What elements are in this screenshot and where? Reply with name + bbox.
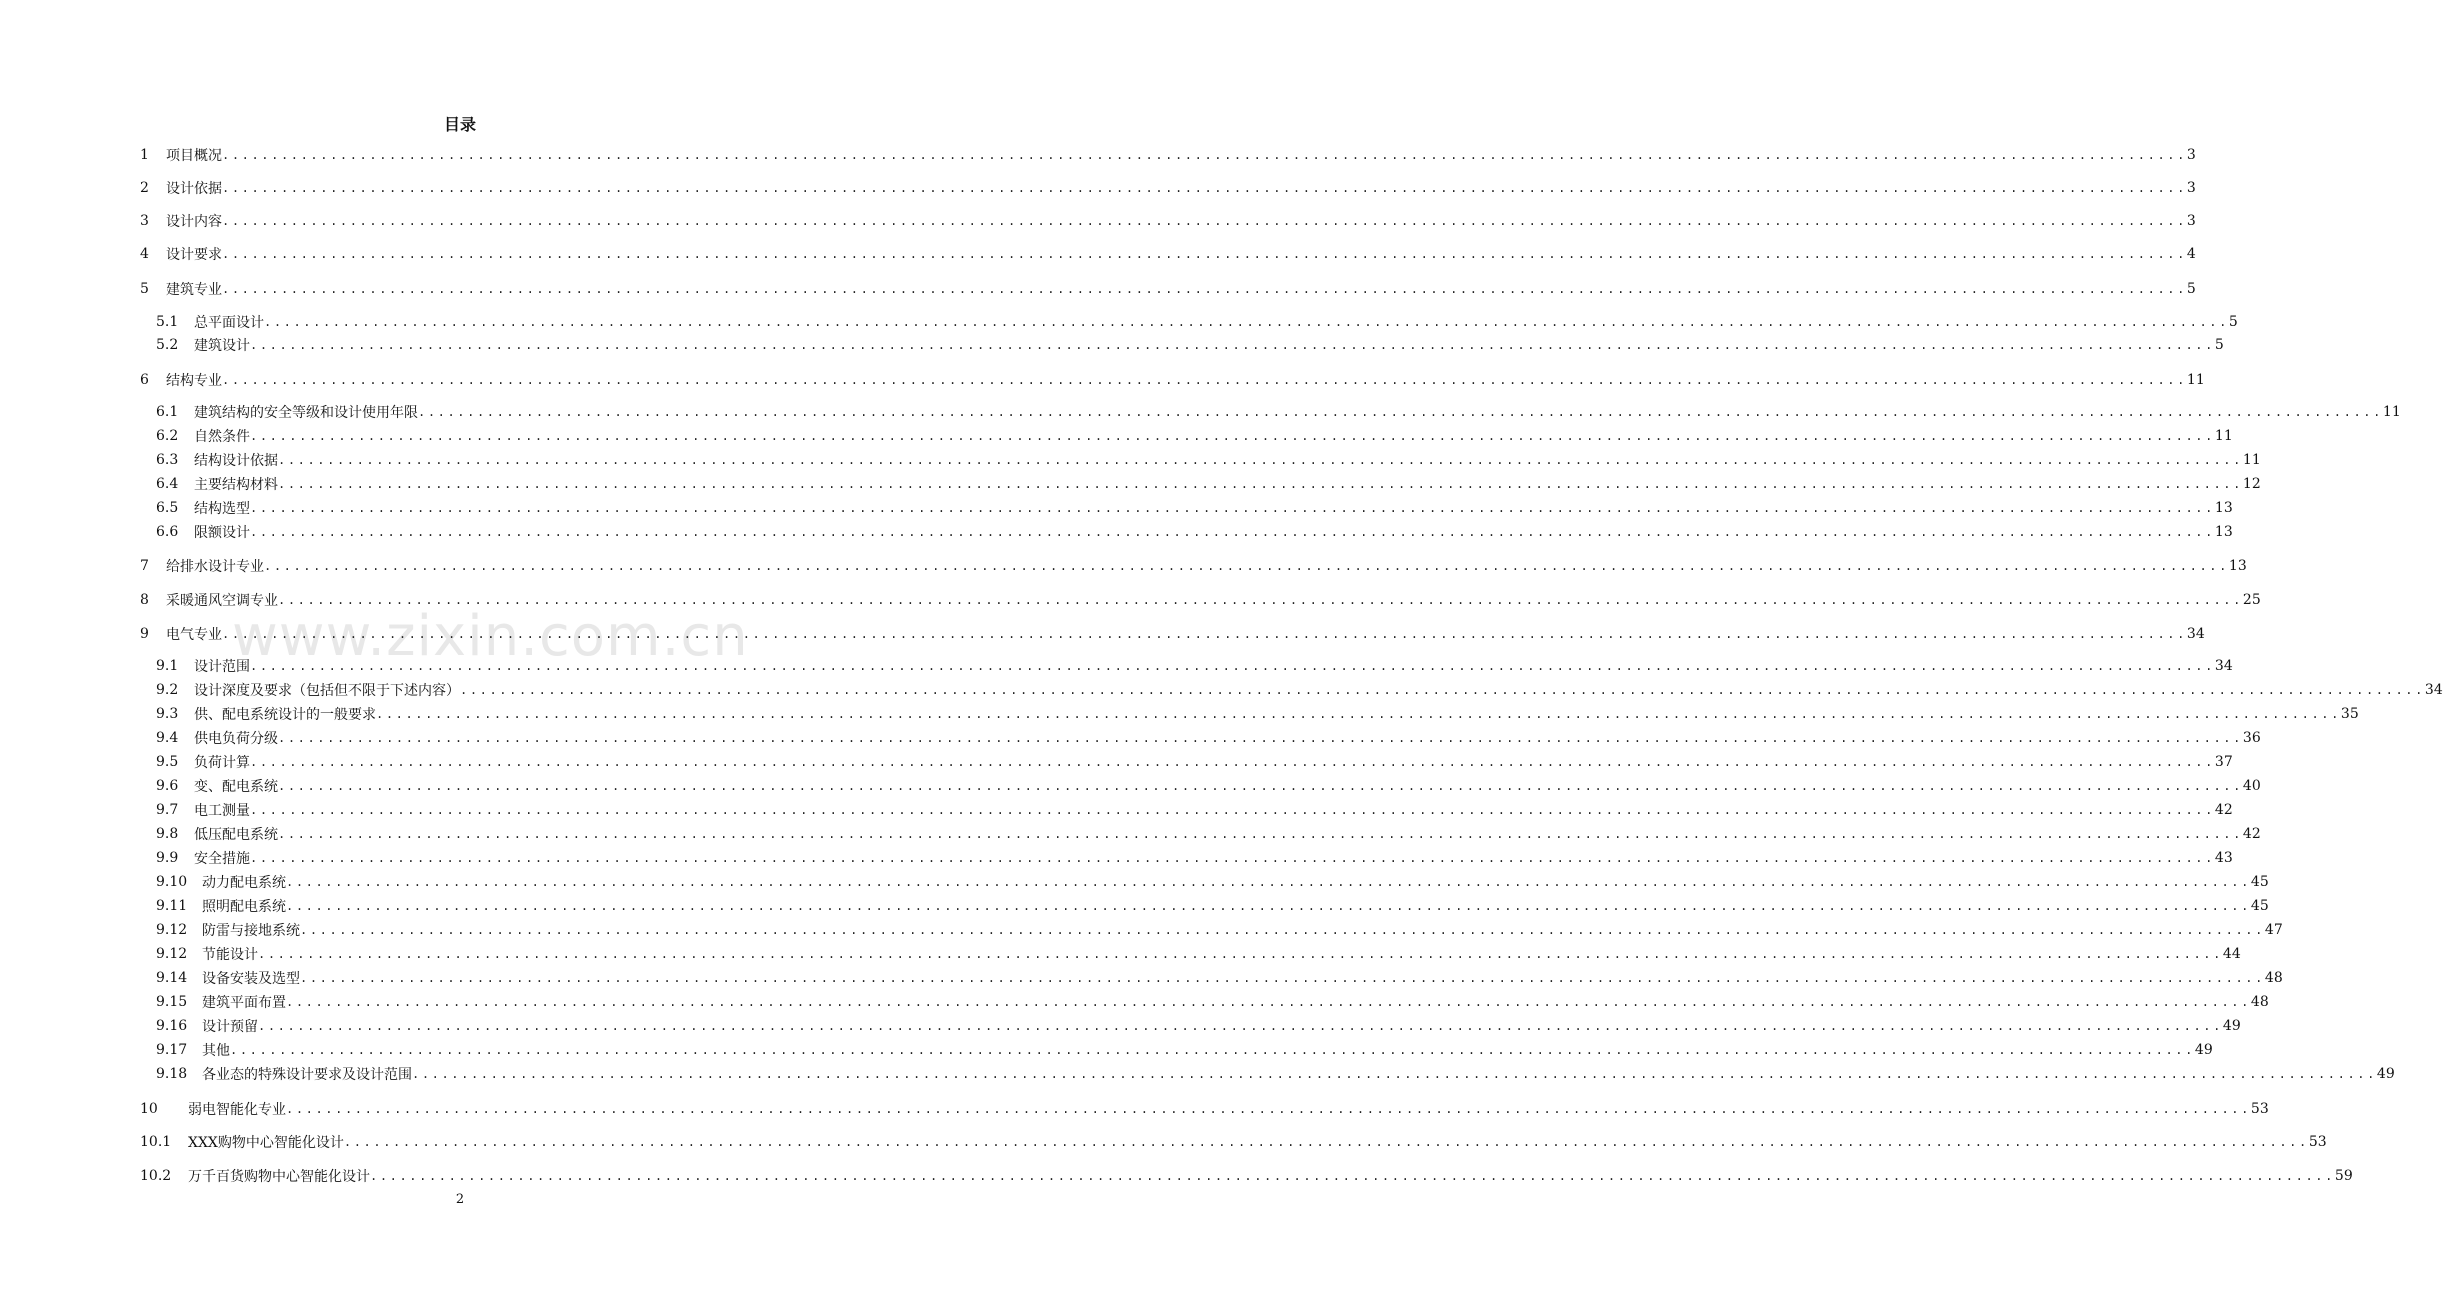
toc-entry-page: 53: [2308, 1134, 2327, 1150]
toc-entry-label: 各业态的特殊设计要求及设计范围: [202, 1067, 412, 1083]
toc-entry-label: 安全措施: [194, 851, 250, 867]
toc-entry-page: 49: [2376, 1066, 2395, 1082]
toc-entry-number: 9.15: [156, 994, 188, 1010]
toc-entry-page: 49: [2194, 1042, 2213, 1058]
dot-leader: ........................................................................................................................................................................................................: [222, 181, 2187, 195]
toc-entry-number: 9.14: [156, 970, 188, 986]
toc-entry-number: 10.1: [140, 1134, 172, 1150]
dot-leader: ........................................................................................................................................................................................................: [264, 315, 2229, 329]
dot-leader: ........................................................................................................................................................................................................: [258, 947, 2223, 961]
toc-entry-page: 11: [2214, 428, 2233, 444]
toc-entry-number: 9.9: [156, 850, 179, 866]
toc-entry-number: 6.3: [156, 452, 179, 468]
dot-leader: ........................................................................................................................................................................................................: [250, 338, 2215, 352]
toc-entry-number: 6.4: [156, 476, 179, 492]
toc-entry-label: 变、配电系统: [194, 779, 278, 795]
toc-entry-label: 照明配电系统: [202, 899, 286, 915]
toc-entry-number: 5.2: [156, 337, 179, 353]
toc-entry-page: 34: [2424, 682, 2443, 698]
toc-entry-label: 结构选型: [194, 501, 250, 517]
toc-entry-number: 8: [140, 592, 149, 608]
toc-entry[interactable]: [156, 919, 2283, 941]
toc-entry[interactable]: [156, 473, 2261, 495]
toc-entry-number: 6.2: [156, 428, 179, 444]
toc-entry-page: 40: [2242, 778, 2261, 794]
toc-entry-number: 9.12: [156, 946, 188, 962]
dot-leader: ........................................................................................................................................................................................................: [286, 875, 2251, 889]
toc-entry-number: 9.6: [156, 778, 179, 794]
toc-entry-page: 5: [2186, 281, 2196, 297]
toc-entry-page: 48: [2264, 970, 2283, 986]
toc-entry-label: 设计深度及要求（包括但不限于下述内容）: [194, 683, 460, 699]
dot-leader: ........................................................................................................................................................................................................: [278, 477, 2243, 491]
dot-leader: ........................................................................................................................................................................................................: [250, 429, 2215, 443]
toc-entry-number: 4: [140, 246, 149, 262]
toc-entry-page: 5: [2214, 337, 2224, 353]
dot-leader: ........................................................................................................................................................................................................: [418, 405, 2383, 419]
toc-entry[interactable]: [140, 278, 2196, 300]
toc-entry-number: 5.1: [156, 314, 179, 330]
toc-entry-number: 9.11: [156, 898, 188, 914]
toc-entry[interactable]: [140, 210, 2196, 232]
toc-entry[interactable]: [156, 991, 2269, 1013]
toc-entry-number: 9.2: [156, 682, 179, 698]
toc-entry-number: 6.1: [156, 404, 179, 420]
toc-entry-number: 9.10: [156, 874, 188, 890]
toc-entry-number: 9.4: [156, 730, 179, 746]
toc-entry[interactable]: [156, 425, 2233, 447]
toc-entry-page: 36: [2242, 730, 2261, 746]
toc-entry-page: 3: [2186, 213, 2196, 229]
toc-entry-number: 3: [140, 213, 149, 229]
dot-leader: ........................................................................................................................................................................................................: [264, 559, 2229, 573]
toc-entry-number: 2: [140, 180, 149, 196]
toc-entry-page: 42: [2242, 826, 2261, 842]
toc-entry-label: 主要结构材料: [194, 477, 278, 493]
toc-entry[interactable]: [156, 775, 2261, 797]
toc-entry[interactable]: [156, 871, 2269, 893]
toc-entry-number: 1: [140, 147, 149, 163]
toc-entry-number: 9.17: [156, 1042, 188, 1058]
toc-entry[interactable]: [156, 655, 2233, 677]
dot-leader: ........................................................................................................................................................................................................: [286, 899, 2251, 913]
dot-leader: ........................................................................................................................................................................................................: [250, 525, 2215, 539]
dot-leader: ........................................................................................................................................................................................................: [230, 1043, 2195, 1057]
toc-entry[interactable]: [156, 895, 2269, 917]
toc-entry-label: 弱电智能化专业: [188, 1102, 286, 1118]
dot-leader: ........................................................................................................................................................................................................: [222, 247, 2187, 261]
dot-leader: ........................................................................................................................................................................................................: [343, 1135, 2309, 1149]
toc-entry-label: 防雷与接地系统: [202, 923, 300, 939]
toc-entry[interactable]: [156, 823, 2261, 845]
toc-entry-page: 34: [2186, 626, 2205, 642]
dot-leader: ........................................................................................................................................................................................................: [222, 282, 2187, 296]
toc-entry-label: 建筑平面布置: [202, 995, 286, 1011]
toc-entry-label: 结构专业: [166, 373, 222, 389]
toc-entry-page: 13: [2214, 524, 2233, 540]
toc-entry-label: 电工测量: [194, 803, 250, 819]
toc-entry[interactable]: [156, 703, 2359, 725]
dot-leader: ........................................................................................................................................................................................................: [250, 659, 2215, 673]
toc-entry[interactable]: [156, 943, 2241, 965]
toc-entry[interactable]: [140, 243, 2196, 265]
toc-entry-label: 总平面设计: [194, 315, 264, 331]
page-number: 2: [455, 1192, 465, 1207]
dot-leader: ........................................................................................................................................................................................................: [286, 1102, 2251, 1116]
toc-entry-label: 设计要求: [166, 247, 222, 263]
toc-entry[interactable]: [156, 1015, 2241, 1037]
toc-entry[interactable]: [140, 1098, 2269, 1120]
toc-entry[interactable]: [156, 967, 2283, 989]
toc-entry-number: 6.5: [156, 500, 179, 516]
toc-entry-number: 9.12: [156, 922, 188, 938]
toc-entry-label: 节能设计: [202, 947, 258, 963]
toc-entry[interactable]: [140, 1165, 2353, 1187]
toc-entry-number: 9.8: [156, 826, 179, 842]
dot-leader: ........................................................................................................................................................................................................: [370, 1169, 2335, 1183]
toc-entry[interactable]: [156, 521, 2233, 543]
toc-entry[interactable]: [140, 177, 2196, 199]
toc-entry-number: 6.6: [156, 524, 179, 540]
toc-entry-number: 7: [140, 558, 149, 574]
toc-entry-number: 9.7: [156, 802, 179, 818]
toc-entry-page: 42: [2214, 802, 2233, 818]
toc-entry-label: 电气专业: [166, 627, 222, 643]
toc-entry-number: 9.1: [156, 658, 179, 674]
toc-entry-page: 5: [2228, 314, 2238, 330]
toc-entry-page: 53: [2250, 1101, 2269, 1117]
dot-leader: ........................................................................................................................................................................................................: [222, 373, 2187, 387]
toc-entry-page: 59: [2334, 1168, 2353, 1184]
dot-leader: ........................................................................................................................................................................................................: [250, 851, 2215, 865]
toc-entry-page: 47: [2264, 922, 2283, 938]
dot-leader: ........................................................................................................................................................................................................: [250, 755, 2215, 769]
toc-entry-label: 低压配电系统: [194, 827, 278, 843]
toc-entry-label: 设计范围: [194, 659, 250, 675]
toc-entry[interactable]: [156, 334, 2224, 356]
toc-entry[interactable]: [140, 555, 2247, 577]
toc-entry[interactable]: [156, 1063, 2395, 1085]
toc-entry[interactable]: [156, 727, 2261, 749]
toc-entry[interactable]: [156, 751, 2233, 773]
toc-entry-number: 9.18: [156, 1066, 188, 1082]
toc-entry-label: 负荷计算: [194, 755, 250, 771]
dot-leader: ........................................................................................................................................................................................................: [250, 501, 2215, 515]
toc-entry-label: 万千百货购物中心智能化设计: [188, 1169, 370, 1185]
dot-leader: ........................................................................................................................................................................................................: [278, 731, 2243, 745]
toc-entry-label: 给排水设计专业: [166, 559, 264, 575]
toc-entry-label: 设备安装及选型: [202, 971, 300, 987]
toc-entry[interactable]: [156, 311, 2238, 333]
dot-leader: ........................................................................................................................................................................................................: [376, 707, 2341, 721]
toc-entry[interactable]: [156, 799, 2233, 821]
toc-entry[interactable]: [140, 1131, 2327, 1153]
toc-entry-label: 动力配电系统: [202, 875, 286, 891]
dot-leader: ........................................................................................................................................................................................................: [460, 683, 2425, 697]
toc-entry[interactable]: [156, 679, 2443, 701]
toc-entry-label: 设计预留: [202, 1019, 258, 1035]
toc-entry-label: 项目概况: [166, 148, 222, 164]
toc-entry-label: 供电负荷分级: [194, 731, 278, 747]
dot-leader: ........................................................................................................................................................................................................: [258, 1019, 2223, 1033]
dot-leader: ........................................................................................................................................................................................................: [222, 214, 2187, 228]
toc-entry[interactable]: [156, 449, 2261, 471]
dot-leader: ........................................................................................................................................................................................................: [300, 923, 2265, 937]
toc-entry-page: 13: [2228, 558, 2247, 574]
toc-entry[interactable]: [140, 589, 2261, 611]
dot-leader: ........................................................................................................................................................................................................: [300, 971, 2265, 985]
dot-leader: ........................................................................................................................................................................................................: [278, 593, 2243, 607]
toc-entry-page: 37: [2214, 754, 2233, 770]
toc-entry-page: 11: [2382, 404, 2401, 420]
toc-entry-label: 自然条件: [194, 429, 250, 445]
dot-leader: ........................................................................................................................................................................................................: [412, 1067, 2377, 1081]
toc-entry-number: 6: [140, 372, 149, 388]
toc-entry-label: 其他: [202, 1043, 230, 1059]
toc-entry-page: 25: [2242, 592, 2261, 608]
toc-entry-page: 3: [2186, 180, 2196, 196]
toc-entry[interactable]: [156, 401, 2401, 423]
toc-entry-number: 10: [140, 1101, 158, 1117]
toc-entry-label: 采暖通风空调专业: [166, 593, 278, 609]
dot-leader: ........................................................................................................................................................................................................: [278, 827, 2243, 841]
toc-entry-page: 12: [2242, 476, 2261, 492]
toc-entry-number: 9: [140, 626, 149, 642]
toc-entry-number: 10.2: [140, 1168, 172, 1184]
toc-entry[interactable]: [156, 1039, 2213, 1061]
toc-entry-page: 11: [2242, 452, 2261, 468]
toc-entry[interactable]: [156, 847, 2233, 869]
toc-entry-label: 结构设计依据: [194, 453, 278, 469]
toc-entry-label: XXX购物中心智能化设计: [188, 1135, 344, 1151]
toc-entry-number: 9.3: [156, 706, 179, 722]
toc-entry-label: 设计内容: [166, 214, 222, 230]
toc-entry-label: 设计依据: [166, 181, 222, 197]
toc-title: 目录: [443, 115, 476, 134]
toc-entry-number: 9.5: [156, 754, 179, 770]
toc-entry[interactable]: [140, 144, 2196, 166]
toc-entry-page: 45: [2250, 874, 2269, 890]
toc-entry-number: 5: [140, 281, 149, 297]
toc-entry-page: 11: [2186, 372, 2205, 388]
toc-entry-page: 35: [2340, 706, 2359, 722]
toc-entry-label: 建筑结构的安全等级和设计使用年限: [194, 405, 418, 421]
dot-leader: ........................................................................................................................................................................................................: [286, 995, 2251, 1009]
toc-entry-page: 13: [2214, 500, 2233, 516]
toc-entry-label: 限额设计: [194, 525, 250, 541]
dot-leader: ........................................................................................................................................................................................................: [250, 803, 2215, 817]
toc-entry-page: 45: [2250, 898, 2269, 914]
toc-entry-page: 3: [2186, 147, 2196, 163]
toc-entry-label: 建筑设计: [194, 338, 250, 354]
dot-leader: ........................................................................................................................................................................................................: [278, 453, 2243, 467]
toc-entry-page: 48: [2250, 994, 2269, 1010]
toc-entry-page: 44: [2222, 946, 2241, 962]
toc-entry-page: 43: [2214, 850, 2233, 866]
toc-entry[interactable]: [156, 497, 2233, 519]
toc-entry-page: 49: [2222, 1018, 2241, 1034]
dot-leader: ........................................................................................................................................................................................................: [222, 148, 2187, 162]
toc-entry-label: 建筑专业: [166, 282, 222, 298]
toc-entry-page: 34: [2214, 658, 2233, 674]
toc-entry[interactable]: [140, 623, 2205, 645]
toc-entry-page: 4: [2186, 246, 2196, 262]
toc-entry-number: 9.16: [156, 1018, 188, 1034]
toc-entry-label: 供、配电系统设计的一般要求: [194, 707, 376, 723]
watermark: www.zixin.com.cn: [232, 604, 749, 669]
toc-entry[interactable]: [140, 369, 2205, 391]
dot-leader: ........................................................................................................................................................................................................: [222, 627, 2187, 641]
dot-leader: ........................................................................................................................................................................................................: [278, 779, 2243, 793]
